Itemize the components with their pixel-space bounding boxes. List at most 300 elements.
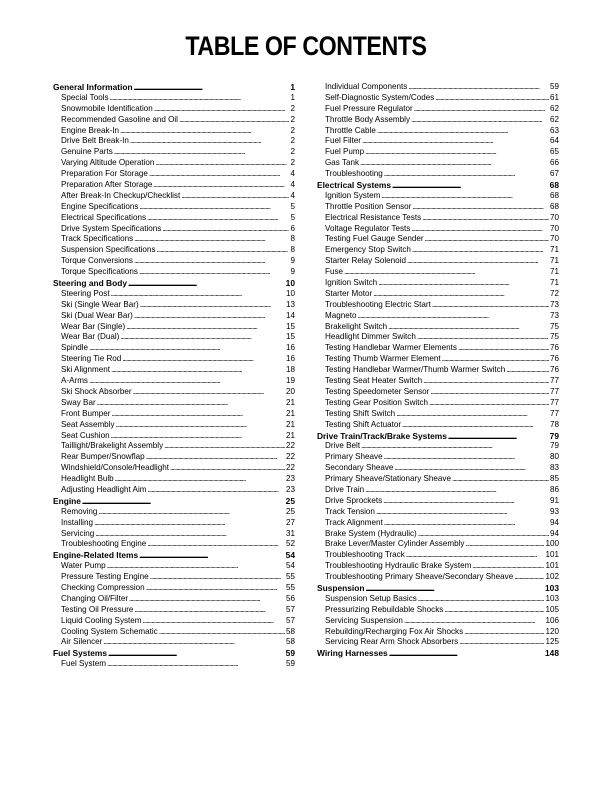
dot-leader [147,539,285,550]
toc-item-taillight-brakelight-assembly[interactable] [53,441,295,452]
toc-entry-page-number: 64 [549,136,559,146]
dot-leader [362,136,549,147]
toc-item-troubleshooting-primary-sheave-secondary-sheave[interactable] [317,572,559,583]
toc-entry-page-number: 10 [285,278,295,289]
toc-item-testing-thumb-warmer-element[interactable] [317,354,559,365]
dot-leader [114,147,290,158]
toc-entry-page-number: 55 [285,572,295,582]
dot-leader [506,365,549,376]
toc-section-engine[interactable] [53,496,295,507]
toc-item-ski-shock-absorber[interactable] [53,387,295,398]
toc-item-track-specifications[interactable] [53,234,295,245]
toc-entry-page-number: 101 [545,561,559,571]
toc-item-headlight-bulb[interactable] [53,474,295,485]
toc-item-electrical-specifications[interactable] [53,213,295,224]
toc-entry-title: Cooling System Schematic [61,626,158,636]
toc-item-testing-shift-switch[interactable] [317,409,559,420]
toc-item-front-bumper[interactable] [53,409,295,420]
toc-entry-title: Testing Handlebar Warmer Elements [325,343,457,353]
toc-entry-page-number: 76 [549,354,559,364]
toc-item-troubleshooting-track[interactable] [317,550,559,561]
toc-item-servicing-suspension[interactable] [317,616,559,627]
toc-entry-title: Removing [61,506,98,516]
toc-entry-title: Wiring Harnesses [317,648,388,659]
toc-entry-title: Servicing Suspension [325,615,403,625]
toc-entry-title: Starter Relay Solenoid [325,256,406,266]
toc-entry-title: Ignition Switch [325,278,378,288]
toc-item-throttle-cable[interactable] [317,126,559,137]
dot-leader [89,343,285,354]
toc-entry-title: A-Arms [61,376,88,386]
toc-item-fuel-pump[interactable] [317,147,559,158]
toc-entry-page-number: 73 [549,310,559,320]
toc-entry-page-number: 4 [290,169,295,179]
toc-entry-page-number: 2 [290,158,295,168]
dot-leader [146,452,285,463]
toc-entry-page-number: 71 [549,256,559,266]
toc-item-starter-relay-solenoid[interactable] [317,256,559,267]
toc-entry-title: Changing Oil/Filter [61,593,129,603]
toc-entry-title: Starter Motor [325,288,373,298]
dot-leader [128,279,285,289]
toc-entry-page-number: 55 [285,582,295,592]
toc-item-a-arms[interactable] [53,376,295,387]
toc-entry-page-number: 101 [545,550,559,560]
dot-leader [155,158,289,169]
toc-entry-title: Front Bumper [61,408,111,418]
toc-item-testing-shift-actuator[interactable] [317,420,559,431]
toc-entry-title: Self-Diagnostic System/Codes [325,92,435,102]
toc-entry-title: Varying Altitude Operation [61,158,155,168]
toc-item-brakelight-switch[interactable] [317,322,559,333]
toc-item-fuel-system[interactable] [53,659,295,670]
toc-item-pressurizing-rebuildable-shocks[interactable] [317,605,559,616]
toc-entry-page-number: 21 [285,397,295,407]
dot-leader [134,311,285,322]
toc-item-wear-bar-single[interactable] [53,322,295,333]
toc-entry-page-number: 80 [549,452,559,462]
toc-entry-title: Throttle Body Assembly [325,114,411,124]
toc-item-adjusting-headlight-aim[interactable] [53,485,295,496]
toc-item-ski-single-wear-bar[interactable] [53,300,295,311]
toc-item-testing-speedometer-sensor[interactable] [317,387,559,398]
toc-item-installing[interactable] [53,518,295,529]
dot-leader [444,605,544,616]
toc-entry-page-number: 9 [290,256,295,266]
toc-item-fuse[interactable] [317,267,559,278]
toc-entry-title: Checking Compression [61,582,145,592]
toc-entry-page-number: 125 [545,637,559,647]
toc-item-primary-sheave-stationary-sheave[interactable] [317,474,559,485]
dot-leader [389,649,544,659]
dot-leader [107,659,285,670]
toc-entry-page-number: 15 [285,321,295,331]
toc-section-suspension[interactable] [317,583,559,594]
dot-leader [116,420,285,431]
toc-entry-page-number: 105 [545,604,559,614]
toc-section-electrical-systems[interactable] [317,180,559,191]
toc-entry-title: After Break-In Checkup/Checklist [61,190,181,200]
dot-leader [111,365,285,376]
toc-entry-title: Brakelight Switch [325,321,388,331]
dot-leader [388,322,549,333]
dot-leader [126,322,285,333]
dot-leader [98,507,285,518]
toc-entry-title: Troubleshooting Primary Sheave/Secondary Sheave [325,572,514,582]
dot-leader [129,594,285,605]
toc-item-snowmobile-identification[interactable] [53,104,295,115]
toc-entry-page-number: 22 [285,441,295,451]
toc-entry-title: Drive System Specifications [61,223,162,233]
toc-item-engine-break-in[interactable] [53,126,295,137]
dot-leader [170,463,285,474]
dot-leader [414,104,549,115]
toc-entry-page-number: 106 [545,615,559,625]
toc-item-windshield-console-headlight[interactable] [53,463,295,474]
toc-item-genuine-parts[interactable] [53,147,295,158]
toc-entry-title: Voltage Regulator Tests [325,223,411,233]
toc-item-rebuilding-recharging-fox-air-shocks[interactable] [317,627,559,638]
dot-leader [179,115,290,126]
dot-leader [514,572,544,583]
dot-leader [344,267,549,278]
toc-item-brake-lever-master-cylinder-assembly[interactable] [317,539,559,550]
toc-item-troubleshooting-electric-start[interactable] [317,300,559,311]
toc-entry-title: Servicing [61,528,95,538]
toc-entry-title: Engine Break-In [61,125,120,135]
toc-entry-page-number: 58 [285,626,295,636]
toc-entry-title: Ski Shock Absorber [61,386,132,396]
toc-right-column [317,82,559,659]
toc-item-voltage-regulator-tests[interactable] [317,224,559,235]
toc-item-fuel-filter[interactable] [317,136,559,147]
toc-entry-page-number: 103 [545,582,559,593]
toc-entry-page-number: 21 [285,408,295,418]
dot-leader [139,202,289,213]
toc-item-emergency-stop-switch[interactable] [317,245,559,256]
toc-entry-page-number: 120 [545,626,559,636]
toc-item-preparation-for-storage[interactable] [53,169,295,180]
toc-item-ski-alignment[interactable] [53,365,295,376]
toc-item-testing-gear-position-switch[interactable] [317,398,559,409]
toc-item-servicing-rear-arm-shock-absorbers[interactable] [317,637,559,648]
toc-entry-title: Windshield/Console/Headlight [61,463,169,473]
toc-item-engine-specifications[interactable] [53,202,295,213]
dot-leader [408,82,549,93]
toc-entry-title: Ignition System [325,190,381,200]
toc-item-troubleshooting-engine[interactable] [53,539,295,550]
dot-leader [181,191,289,202]
toc-entry-title: Testing Seat Heater Switch [325,376,423,386]
dot-leader [97,398,285,409]
dot-leader [464,627,544,638]
dot-leader [411,224,549,235]
toc-item-track-alignment[interactable] [317,518,559,529]
toc-entry-title: Snowmobile Identification [61,103,153,113]
toc-item-wear-bar-dual[interactable] [53,332,295,343]
toc-entry-page-number: 75 [549,321,559,331]
toc-entry-page-number: 73 [549,299,559,309]
toc-item-recommended-gasoline-and-oil[interactable] [53,115,295,126]
dot-leader [365,485,549,496]
toc-item-steering-post[interactable] [53,289,295,300]
dot-leader [442,354,549,365]
toc-item-water-pump[interactable] [53,561,295,572]
toc-entry-page-number: 14 [285,310,295,320]
toc-entry-title: Steering and Body [53,278,127,289]
toc-item-magneto[interactable] [317,311,559,322]
dot-leader [153,180,289,191]
toc-entry-title: Ski (Dual Wear Bar) [61,310,133,320]
toc-item-individual-components[interactable] [317,82,559,93]
dot-leader [103,637,285,648]
toc-entry-page-number: 68 [549,201,559,211]
toc-entry-title: Track Tension [325,506,375,516]
toc-item-headlight-dimmer-switch[interactable] [317,332,559,343]
dot-leader [130,136,290,147]
dot-leader [146,583,285,594]
toc-entry-page-number: 23 [285,484,295,494]
toc-item-drive-belt[interactable] [317,441,559,452]
toc-entry-page-number: 67 [549,169,559,179]
toc-entry-page-number: 68 [549,180,559,191]
toc-entry-page-number: 76 [549,365,559,375]
dot-leader [406,550,545,561]
toc-entry-page-number: 62 [549,103,559,113]
toc-entry-page-number: 22 [285,452,295,462]
toc-section-steering-and-body[interactable] [53,278,295,289]
toc-item-spindle[interactable] [53,343,295,354]
toc-item-primary-sheave[interactable] [317,452,559,463]
toc-item-electrical-resistance-tests[interactable] [317,213,559,224]
toc-entry-page-number: 56 [285,593,295,603]
dot-leader [384,169,549,180]
toc-entry-title: Fuel System [61,659,106,669]
dot-leader [139,267,290,278]
dot-leader [458,343,549,354]
toc-entry-page-number: 65 [549,147,559,157]
toc-entry-page-number: 16 [285,343,295,353]
toc-section-wiring-harnesses[interactable] [317,648,559,659]
toc-entry-page-number: 75 [549,332,559,342]
dot-leader [404,616,545,627]
toc-entry-page-number: 25 [285,495,295,506]
dot-leader [157,245,290,256]
toc-entry-page-number: 93 [549,506,559,516]
dot-leader [418,594,545,605]
toc-entry-title: Individual Components [325,82,408,91]
toc-item-pressure-testing-engine[interactable] [53,572,295,583]
toc-item-ignition-system[interactable] [317,191,559,202]
toc-entry-title: Secondary Sheave [325,463,394,473]
toc-item-drive-train[interactable] [317,485,559,496]
toc-entry-page-number: 22 [285,463,295,473]
toc-entry-page-number: 25 [285,506,295,516]
dot-leader [159,627,285,638]
toc-item-rear-bumper-snowflap[interactable] [53,452,295,463]
toc-entry-title: Drive Train [325,484,365,494]
toc-item-checking-compression[interactable] [53,583,295,594]
toc-item-special-tools[interactable] [53,93,295,104]
toc-entry-page-number: 4 [290,180,295,190]
dot-leader [365,147,549,158]
toc-entry-title: Brake System (Hydraulic) [325,528,417,538]
toc-entry-page-number: 77 [549,408,559,418]
toc-item-testing-handlebar-warmer-thumb-warmer-switch[interactable] [317,365,559,376]
toc-item-preparation-after-storage[interactable] [53,180,295,191]
toc-item-liquid-cooling-system[interactable] [53,616,295,627]
toc-entry-page-number: 85 [549,474,559,484]
toc-entry-title: Fuse [325,267,343,277]
dot-leader [120,126,289,137]
toc-entry-title: Pressure Testing Engine [61,572,149,582]
toc-item-starter-motor[interactable] [317,289,559,300]
toc-entry-title: Spindle [61,343,89,353]
toc-entry-title: Headlight Bulb [61,474,114,484]
toc-item-ski-dual-wear-bar[interactable] [53,311,295,322]
toc-item-torque-conversions[interactable] [53,256,295,267]
toc-entry-page-number: 19 [285,376,295,386]
toc-entry-title: Engine [53,495,81,506]
dot-leader [82,497,285,507]
toc-item-air-silencer[interactable] [53,637,295,648]
toc-entry-title: Testing Fuel Gauge Sender [325,234,424,244]
toc-entry-title: Rebuilding/Recharging Fox Air Shocks [325,626,464,636]
toc-entry-page-number: 148 [545,648,559,659]
toc-entry-page-number: 70 [549,223,559,233]
toc-entry-page-number: 15 [285,332,295,342]
toc-item-seat-assembly[interactable] [53,420,295,431]
toc-entry-title: Testing Thumb Warmer Element [325,354,441,364]
dot-leader [108,649,285,659]
toc-entry-title: Wear Bar (Dual) [61,332,120,342]
toc-entry-page-number: 72 [549,288,559,298]
dot-leader [133,387,285,398]
toc-entry-title: Testing Handlebar Warmer/Thumb Warmer Switch [325,365,506,375]
toc-entry-title: Testing Speedometer Sensor [325,386,430,396]
toc-item-brake-system-hydraulic[interactable] [317,529,559,540]
toc-entry-title: Track Specifications [61,234,134,244]
toc-item-track-tension[interactable] [317,507,559,518]
toc-entry-title: Testing Shift Actuator [325,419,402,429]
toc-entry-page-number: 8 [290,245,295,255]
toc-item-troubleshooting[interactable] [317,169,559,180]
toc-item-ignition-switch[interactable] [317,278,559,289]
toc-entry-title: Suspension [317,582,365,593]
dot-leader [94,518,285,529]
toc-entry-title: Testing Gear Position Switch [325,397,429,407]
toc-entry-title: Primary Sheave/Stationary Sheave [325,474,451,484]
dot-leader [111,289,285,300]
toc-item-suspension-specifications[interactable] [53,245,295,256]
toc-entry-page-number: 77 [549,386,559,396]
toc-item-testing-seat-heater-switch[interactable] [317,376,559,387]
toc-item-secondary-sheave[interactable] [317,463,559,474]
dot-leader [154,104,290,115]
toc-entry-title: Throttle Position Sensor [325,201,412,211]
toc-section-drive-train-track-brake-systems[interactable] [317,431,559,442]
toc-entry-page-number: 94 [549,528,559,538]
toc-item-drive-system-specifications[interactable] [53,224,295,235]
toc-entry-page-number: 83 [549,463,559,473]
toc-section-engine-related-items[interactable] [53,550,295,561]
toc-item-varying-altitude-operation[interactable] [53,158,295,169]
toc-entry-page-number: 8 [290,234,295,244]
toc-entry-page-number: 9 [290,267,295,277]
toc-item-gas-tank[interactable] [317,158,559,169]
dot-leader [377,126,549,137]
toc-entry-page-number: 2 [290,114,295,124]
toc-item-changing-oil-filter[interactable] [53,594,295,605]
toc-entry-title: Fuel Pressure Regulator [325,103,413,113]
dot-leader [412,245,549,256]
toc-entry-title: Suspension Setup Basics [325,593,417,603]
toc-entry-title: Troubleshooting Electric Start [325,299,431,309]
toc-entry-title: Headlight Dimmer Switch [325,332,416,342]
toc-section-fuel-systems[interactable] [53,648,295,659]
toc-entry-page-number: 57 [285,604,295,614]
dot-leader [425,234,549,245]
toc-item-throttle-position-sensor[interactable] [317,202,559,213]
toc-item-throttle-body-assembly[interactable] [317,115,559,126]
toc-entry-title: Testing Shift Switch [325,408,396,418]
dot-leader [378,278,549,289]
dot-leader [358,311,549,322]
toc-entry-page-number: 91 [549,495,559,505]
toc-entry-title: Magneto [325,310,357,320]
toc-entry-title: Rear Bumper/Snowflap [61,452,145,462]
toc-item-after-break-in-checkup-checklist[interactable] [53,191,295,202]
toc-entry-page-number: 16 [285,354,295,364]
toc-item-seat-cushion[interactable] [53,431,295,442]
toc-item-drive-belt-break-in[interactable] [53,136,295,147]
toc-entry-page-number: 71 [549,245,559,255]
toc-item-self-diagnostic-system-codes[interactable] [317,93,559,104]
toc-entry-title: Servicing Rear Arm Shock Absorbers [325,637,459,647]
toc-item-suspension-setup-basics[interactable] [317,594,559,605]
toc-item-sway-bar[interactable] [53,398,295,409]
toc-entry-title: Fuel Systems [53,648,107,659]
toc-section-general-information[interactable] [53,82,295,93]
toc-item-removing[interactable] [53,507,295,518]
toc-entry-page-number: 62 [549,114,559,124]
toc-entry-title: Electrical Systems [317,180,392,191]
toc-item-steering-tie-rod[interactable] [53,354,295,365]
dot-leader [162,224,289,235]
toc-item-cooling-system-schematic[interactable] [53,627,295,638]
toc-entry-page-number: 2 [290,125,295,135]
toc-entry-page-number: 79 [549,441,559,451]
dot-leader [429,398,549,409]
toc-entry-title: Steering Post [61,288,110,298]
toc-item-testing-oil-pressure[interactable] [53,605,295,616]
toc-entry-title: Liquid Cooling System [61,615,142,625]
toc-entry-title: Ski (Single Wear Bar) [61,299,139,309]
toc-item-servicing[interactable] [53,529,295,540]
toc-item-testing-fuel-gauge-sender[interactable] [317,234,559,245]
toc-entry-title: Fuel Filter [325,136,361,146]
toc-entry-page-number: 2 [290,103,295,113]
toc-entry-title: Brake Lever/Master Cylinder Assembly [325,539,465,549]
toc-item-drive-sprockets[interactable] [317,496,559,507]
dot-leader [383,496,549,507]
toc-item-fuel-pressure-regulator[interactable] [317,104,559,115]
toc-item-torque-specifications[interactable] [53,267,295,278]
toc-entry-title: Electrical Resistance Tests [325,212,422,222]
dot-leader [115,474,285,485]
toc-item-troubleshooting-hydraulic-brake-system[interactable] [317,561,559,572]
toc-item-testing-handlebar-warmer-elements[interactable] [317,343,559,354]
